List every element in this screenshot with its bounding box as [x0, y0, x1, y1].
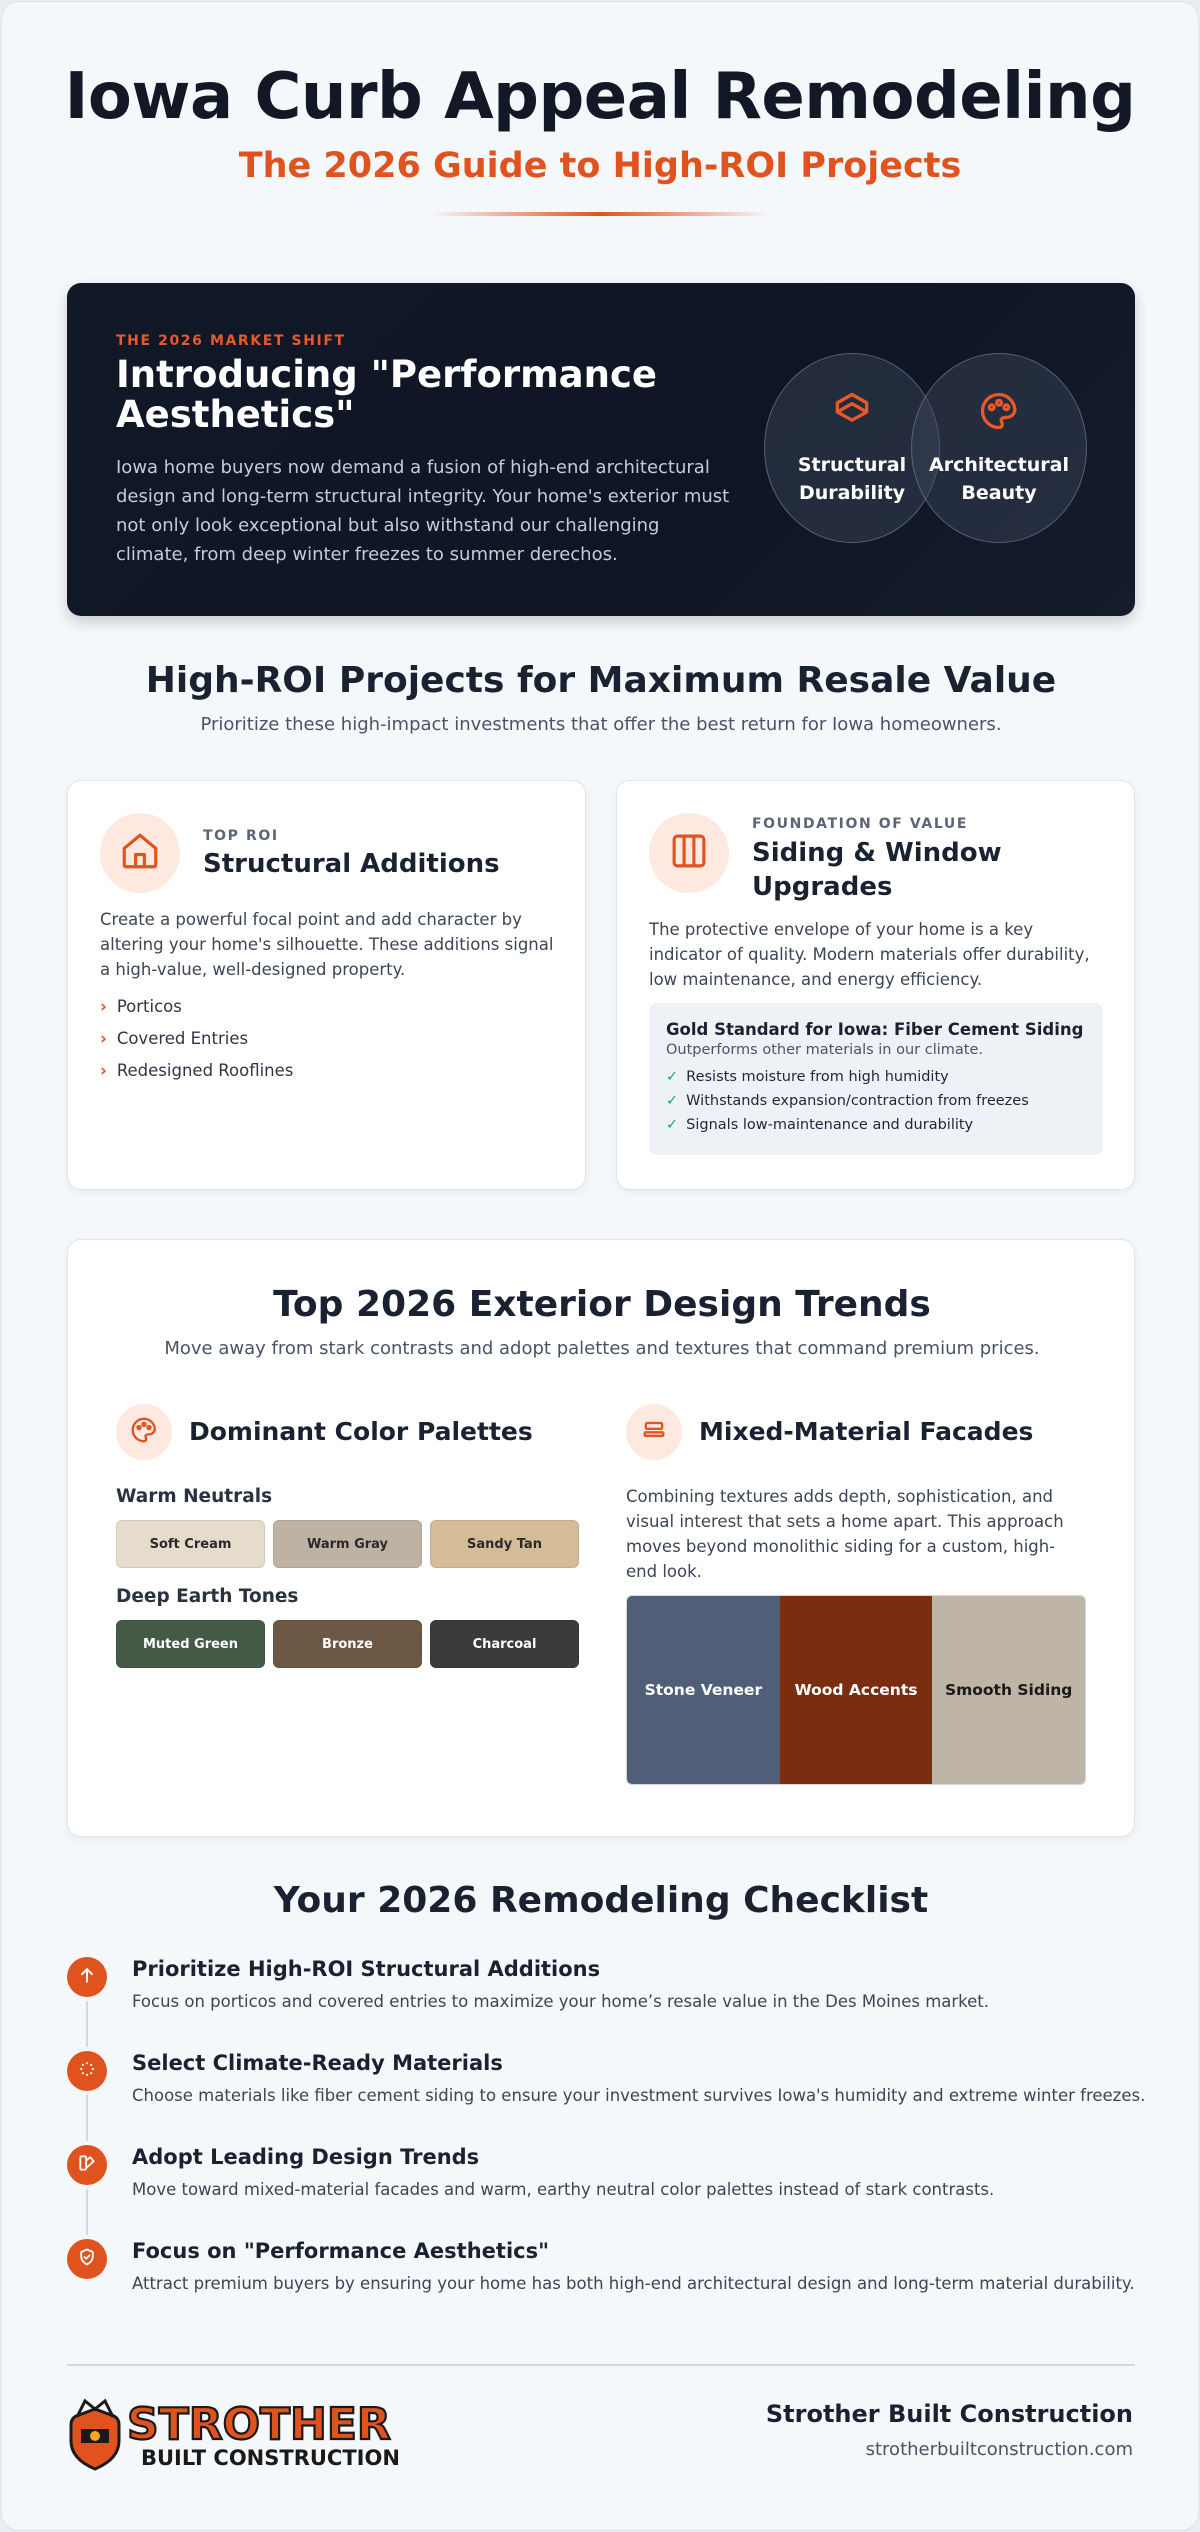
cube-outline-icon	[830, 389, 874, 437]
card-body: Create a powerful focal point and add character by altering your home's silhouette. These additions signal a high-value, well-designed property.	[100, 910, 554, 979]
panel-smooth-siding: Smooth Siding	[932, 1596, 1085, 1784]
palettes-heading: Dominant Color Palettes	[189, 1417, 533, 1446]
circle-label-line: Structural	[797, 454, 907, 476]
strother-logo	[67, 2395, 407, 2475]
roi-section-subtitle: Prioritize these high-impact investments that offer the best return for Iowa homeowners.	[200, 714, 1002, 735]
step-badge	[67, 1957, 107, 1997]
step-title: Prioritize High-ROI Structural Additions	[132, 1957, 601, 1981]
swatch-muted-green: Muted Green	[116, 1620, 265, 1668]
step-title: Select Climate-Ready Materials	[132, 2051, 503, 2075]
additions-list	[100, 991, 293, 1087]
siding-window-card	[616, 780, 1135, 1190]
palette-icon	[129, 1415, 159, 1449]
check-icon: ✓	[666, 1093, 679, 1109]
circle-label-line: Beauty	[961, 482, 1037, 504]
step-badge	[67, 2051, 107, 2091]
step-description: Move toward mixed-material facades and warm, earthy neutral color palettes instead of stark contrasts.	[132, 2180, 995, 2199]
palette-group-name: Warm Neutrals	[116, 1486, 273, 1507]
step-badge	[67, 2145, 107, 2185]
list-item: › Porticos	[100, 997, 182, 1016]
callout-subtitle: Outperforms other materials in our climate.	[666, 1042, 983, 1058]
list-item: › Redesigned Rooflines	[100, 1061, 294, 1080]
swatch-warm-gray: Warm Gray	[273, 1520, 422, 1568]
panel-stone-veneer: Stone Veneer	[627, 1596, 780, 1784]
callout-title: Gold Standard for Iowa: Fiber Cement Siding	[666, 1020, 1084, 1039]
card-title: Structural Additions	[203, 849, 500, 879]
snowflake-icon	[77, 2059, 97, 2083]
hero-panel	[67, 283, 1135, 616]
logo-tagline: BUILT CONSTRUCTION	[141, 2446, 400, 2470]
list-item: ✓ Resists moisture from high humidity	[666, 1069, 949, 1085]
step-title: Adopt Leading Design Trends	[132, 2145, 480, 2169]
palette-icon-badge	[116, 1404, 172, 1460]
design-trends-card	[67, 1239, 1135, 1837]
hero-eyebrow: THE 2026 MARKET SHIFT	[116, 333, 346, 349]
trends-subtitle: Move away from stark contrasts and adopt palettes and textures that command premium prices.	[164, 1338, 1040, 1359]
facades-body: Combining textures adds depth, sophistication, and visual interest that sets a home apart. This approach moves beyond monolithic siding for a custom, high-end look.	[626, 1487, 1064, 1581]
check-icon: ✓	[666, 1069, 679, 1085]
step-description: Attract premium buyers by ensuring your home has both high-end architectural design and long-term material durability.	[132, 2274, 1135, 2293]
palette-group-name: Deep Earth Tones	[116, 1586, 299, 1607]
card-eyebrow: FOUNDATION OF VALUE	[752, 816, 968, 832]
swatch-bronze: Bronze	[273, 1620, 422, 1668]
page	[1, 1, 1199, 2531]
step-description: Focus on porticos and covered entries to maximize your home’s resale value in the Des Moines market.	[132, 1992, 989, 2011]
company-url[interactable]: strotherbuiltconstruction.com	[865, 2439, 1133, 2460]
page-subtitle: The 2026 Guide to High-ROI Projects	[238, 146, 962, 186]
fiber-cement-callout	[649, 1003, 1103, 1155]
house-icon-badge	[100, 813, 180, 893]
swatch-book-icon	[77, 2153, 97, 2177]
swatch-soft-cream: Soft Cream	[116, 1520, 265, 1568]
logo-wordmark: STROTHER	[127, 2399, 391, 2450]
structural-additions-card	[67, 780, 586, 1190]
facade-materials-panel	[626, 1595, 1086, 1785]
swatch-sandy-tan: Sandy Tan	[430, 1520, 579, 1568]
panel-wood-accents: Wood Accents	[780, 1596, 933, 1784]
window-panels-icon	[668, 830, 710, 876]
list-item: › Covered Entries	[100, 1029, 249, 1048]
architectural-beauty-circle	[911, 353, 1087, 543]
roi-section-title: High-ROI Projects for Maximum Resale Value	[145, 660, 1057, 701]
facades-heading: Mixed-Material Facades	[699, 1417, 1034, 1446]
arrow-up-icon	[77, 1965, 97, 1989]
card-title: Siding & Window Upgrades	[752, 838, 1002, 902]
trends-title: Top 2026 Exterior Design Trends	[273, 1284, 931, 1325]
shield-check-icon	[77, 2247, 97, 2271]
timeline-line	[86, 1977, 88, 2267]
card-body: The protective envelope of your home is a key indicator of quality. Modern materials offer durability, low maintenance, and energy efficiency.	[649, 920, 1090, 989]
list-item: ✓ Withstands expansion/contraction from freezes	[666, 1093, 1029, 1109]
header-divider	[430, 212, 770, 216]
swatch-charcoal: Charcoal	[430, 1620, 579, 1668]
layers-icon	[640, 1416, 668, 1448]
circle-label-line: Durability	[798, 482, 906, 504]
hero-title: Introducing "Performance Aesthetics"	[116, 353, 657, 436]
company-name: Strother Built Construction	[765, 2400, 1133, 2428]
checklist-title: Your 2026 Remodeling Checklist	[273, 1880, 929, 1921]
benefits-list	[666, 1065, 1086, 1137]
hero-body: Iowa home buyers now demand a fusion of high-end architectural design and long-term structural integrity. Your home's exterior must not only look exceptional but also withstand our challenging climate, from deep winter freezes to summer derechos.	[116, 457, 730, 565]
step-badge	[67, 2239, 107, 2279]
house-icon	[119, 830, 161, 876]
card-eyebrow: TOP ROI	[203, 828, 279, 844]
check-icon: ✓	[666, 1117, 679, 1133]
page-title: Iowa Curb Appeal Remodeling	[64, 60, 1136, 134]
footer-divider	[67, 2364, 1135, 2366]
palette-icon	[977, 389, 1021, 437]
header	[2, 2, 1198, 216]
step-description: Choose materials like fiber cement siding to ensure your investment survives Iowa's humidity and extreme winter freezes.	[132, 2086, 1146, 2105]
layers-icon-badge	[626, 1404, 682, 1460]
window-icon-badge	[649, 813, 729, 893]
circle-label-line: Architectural	[929, 454, 1069, 476]
step-title: Focus on "Performance Aesthetics"	[132, 2239, 550, 2263]
list-item: ✓ Signals low-maintenance and durability	[666, 1117, 974, 1133]
